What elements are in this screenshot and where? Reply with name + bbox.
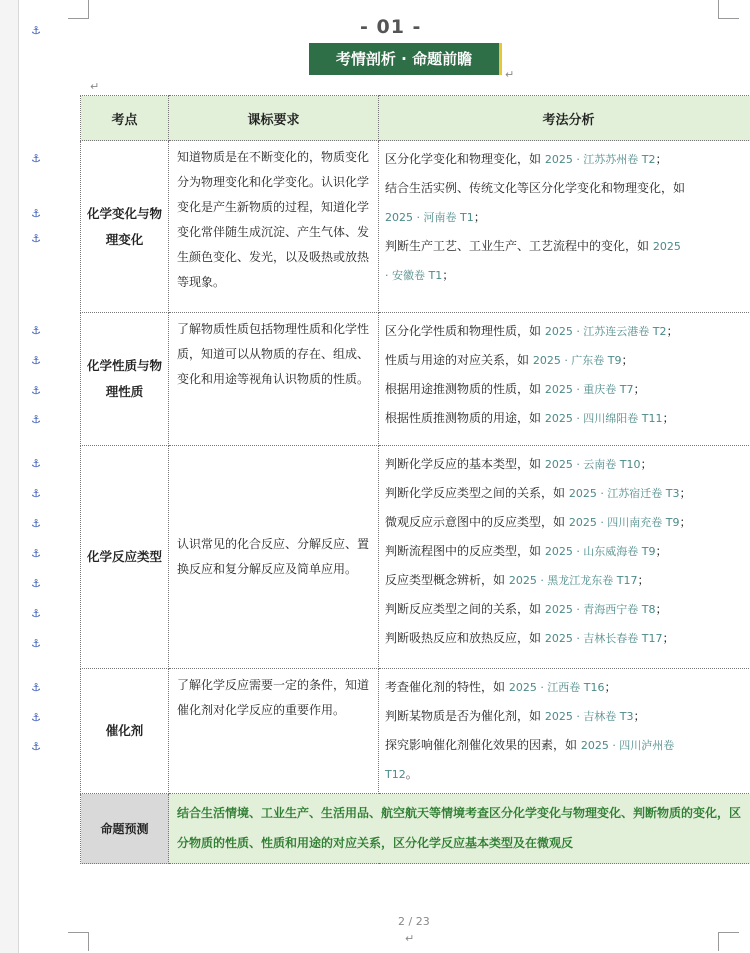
anchor-icon[interactable]: ⚓ [31, 24, 41, 37]
analysis-line: 判断流程图中的反应类型，如 2025 · 山东威海卷 T9； [385, 544, 668, 558]
topic-cell: 化学性质与物理性质 [81, 313, 169, 446]
anchor-icon[interactable]: ⚓ [31, 324, 41, 337]
topic-cell: 化学变化与物理变化 [81, 141, 169, 313]
crop-mark-bottom-right [718, 932, 739, 951]
column-header: 考点 [81, 96, 169, 141]
anchor-icon[interactable]: ⚓ [31, 487, 41, 500]
analysis-line: 微观反应示意图中的反应类型，如 2025 · 四川南充卷 T9； [385, 515, 692, 529]
prediction-text: 结合生活情境、工业生产、生活用品、航空航天等情境考查区分化学变化与物理变化、判断物质的变化，区分物质的性质、性质和用途的对应关系，区分化学反应基本类型及在微观反 [169, 794, 750, 864]
analysis-line: 判断化学反应的基本类型，如 2025 · 云南卷 T10； [385, 457, 653, 471]
analysis-line: 探究影响催化剂催化效果的因素，如 2025 · 四川泸州卷 [385, 738, 675, 752]
prediction-row [81, 794, 750, 864]
requirement-cell: 了解化学反应需要一定的条件，知道催化剂对化学反应的重要作用。 [169, 669, 379, 794]
anchor-icon[interactable]: ⚓ [31, 517, 41, 530]
crop-mark-top-left [68, 0, 89, 19]
anchor-icon[interactable]: ⚓ [31, 547, 41, 560]
analysis-line: 根据用途推测物质的性质，如 2025 · 重庆卷 T7； [385, 382, 646, 396]
anchor-icon[interactable]: ⚓ [31, 413, 41, 426]
crop-mark-top-right [718, 0, 739, 19]
analysis-line: 判断吸热反应和放热反应，如 2025 · 吉林长春卷 T17； [385, 631, 675, 645]
column-header: 考法分析 [379, 96, 750, 141]
analysis-line: 判断化学反应类型之间的关系，如 2025 · 江苏宿迁卷 T3； [385, 486, 692, 500]
table-header-row [81, 96, 750, 141]
analysis-cell [379, 313, 750, 446]
table-row [81, 313, 750, 446]
analysis-line: 结合生活实例、传统文化等区分化学变化和物理变化，如 [385, 181, 686, 195]
analysis-line: 根据性质推测物质的用途，如 2025 · 四川绵阳卷 T11； [385, 411, 675, 425]
paragraph-mark-icon: ↵ [405, 932, 415, 945]
prediction-label: 命题预测 [81, 794, 169, 864]
anchor-icon[interactable]: ⚓ [31, 354, 41, 367]
analysis-line: 2025 · 河南卷 T1； [385, 210, 486, 224]
page-number: 2 / 23 [398, 915, 430, 928]
analysis-cell [379, 446, 750, 669]
section-number: - 01 - [360, 16, 422, 38]
analysis-cell [379, 669, 750, 794]
analysis-cell [379, 141, 750, 313]
analysis-line: 性质与用途的对应关系，如 2025 · 广东卷 T9； [385, 353, 634, 367]
crop-mark-bottom-left [68, 932, 89, 951]
paragraph-mark-icon: ↵ [505, 68, 515, 81]
analysis-line: 区分化学变化和物理变化，如 2025 · 江苏苏州卷 T2； [385, 152, 668, 166]
section-banner-title: 考情剖析 · 命题前瞻 [309, 43, 499, 75]
requirement-cell: 了解物质性质包括物理性质和化学性质，知道可以从物质的存在、组成、变化和用途等视角认识物质的性质。 [169, 313, 379, 446]
analysis-line: 区分化学性质和物理性质，如 2025 · 江苏连云港卷 T2； [385, 324, 679, 338]
anchor-icon[interactable]: ⚓ [31, 457, 41, 470]
anchor-icon[interactable]: ⚓ [31, 577, 41, 590]
anchor-icon[interactable]: ⚓ [31, 740, 41, 753]
exam-analysis-table [80, 95, 750, 864]
analysis-line: 考查催化剂的特性，如 2025 · 江西卷 T16； [385, 680, 617, 694]
anchor-icon[interactable]: ⚓ [31, 711, 41, 724]
analysis-line: · 安徽卷 T1； [385, 268, 455, 282]
analysis-line: T12。 [385, 767, 418, 781]
table-row [81, 669, 750, 794]
analysis-line: 判断某物质是否为催化剂，如 2025 · 吉林卷 T3； [385, 709, 646, 723]
analysis-line: 判断反应类型之间的关系，如 2025 · 青海西宁卷 T8； [385, 602, 668, 616]
table-row [81, 141, 750, 313]
anchor-icon[interactable]: ⚓ [31, 607, 41, 620]
anchor-icon[interactable]: ⚓ [31, 681, 41, 694]
table-row [81, 446, 750, 669]
column-header: 课标要求 [169, 96, 379, 141]
anchor-icon[interactable]: ⚓ [31, 207, 41, 220]
analysis-line: 反应类型概念辨析，如 2025 · 黑龙江龙东卷 T17； [385, 573, 650, 587]
anchor-icon[interactable]: ⚓ [31, 152, 41, 165]
anchor-icon[interactable]: ⚓ [31, 384, 41, 397]
requirement-cell: 认识常见的化合反应、分解反应、置换反应和复分解反应及简单应用。 [169, 446, 379, 669]
topic-cell: 化学反应类型 [81, 446, 169, 669]
paragraph-mark-icon: ↵ [90, 80, 100, 93]
anchor-icon[interactable]: ⚓ [31, 637, 41, 650]
topic-cell: 催化剂 [81, 669, 169, 794]
analysis-line: 判断生产工艺、工业生产、工艺流程中的变化，如 2025 [385, 239, 681, 253]
requirement-cell: 知道物质是在不断变化的，物质变化分为物理变化和化学变化。认识化学变化是产生新物质的过程，知道化学变化常伴随生成沉淀、产生气体、发生颜色变化、发光，以及吸热或放热等现象。 [169, 141, 379, 313]
anchor-icon[interactable]: ⚓ [31, 232, 41, 245]
